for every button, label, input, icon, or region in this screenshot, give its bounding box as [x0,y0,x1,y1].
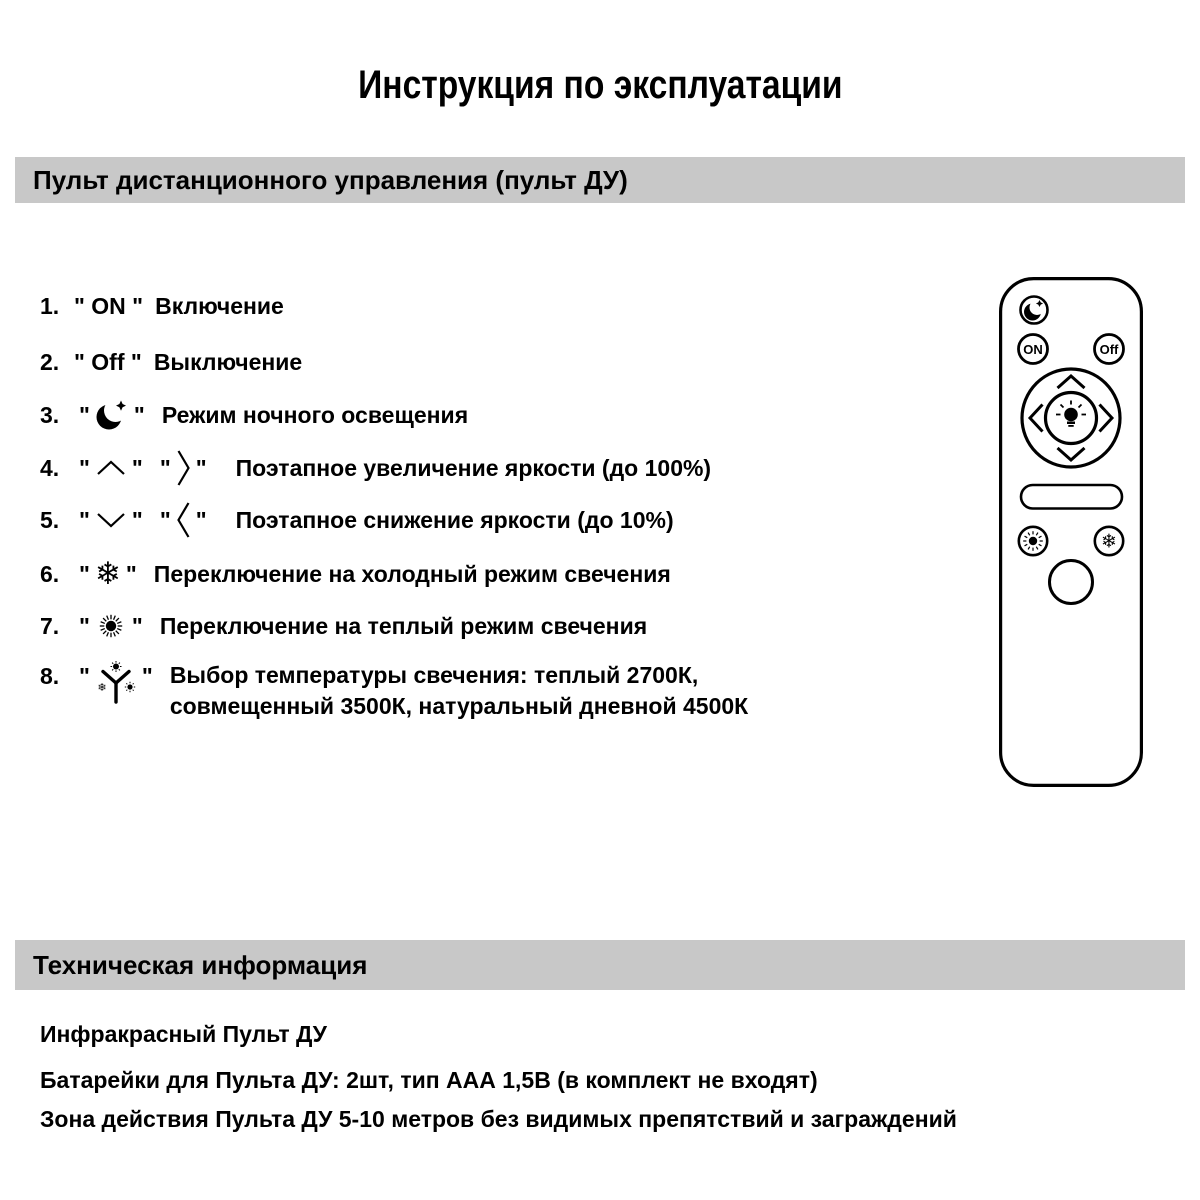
chevron-right-icon [176,448,191,488]
legend-item-brightness-down: 5. " " " " Поэтапное снижение яркости (до 10%) [40,502,674,538]
svg-text:ON: ON [1023,342,1043,357]
snowflake-icon: ❄ [1101,530,1117,553]
svg-text:Off: Off [1099,342,1119,357]
page-title: Инструкция по эксплуатации [357,63,843,107]
moon-icon [95,397,129,433]
section-header-tech [15,940,1185,990]
legend-item-brightness-up: 4. " " " " Поэтапное увеличение яркости (до 100%) [40,450,711,486]
section-header-tech-label: Техническая информация [33,949,368,980]
tech-line-batteries: Батарейки для Пульта ДУ: 2шт, тип ААА 1,5В (в комплект не входят) [40,1067,818,1093]
legend-item-cold-mode: 6. " ❄ " Переключение на холодный режим свечения [40,555,671,592]
legend-item-night-mode: 3. " " Режим ночного освещения [40,397,468,433]
temperature-select-icon [95,660,137,706]
off-symbol: " Off " [74,348,142,375]
legend-item-off: 2. " Off " Выключение [40,348,303,375]
section-header-remote [15,157,1185,203]
snowflake-icon: ❄ [94,555,121,592]
tech-line-range: Зона действия Пульта ДУ 5-10 метров без видимых препятствий и заграждений [40,1106,957,1132]
on-symbol: " ON " [74,292,144,319]
legend-item-warm-mode: 7. " " Переключение на теплый режим свечения [40,608,647,644]
legend-item-on: 1. " ON " Включение [40,292,284,319]
legend-item-temp-select: 8. " ❄ " Выбор температуры свечения: теплый 2700К, совмещенный 3500К, натуральный дневной 4500К [40,660,748,722]
tech-line-remote-type: Инфракрасный Пульт ДУ [40,1021,327,1047]
sun-icon [95,610,127,642]
chevron-left-icon [176,500,191,540]
chevron-up-icon [95,459,127,477]
remote-control-illustration [999,277,1143,787]
temp-select-description: Выбор температуры свечения: теплый 2700К, совмещенный 3500К, натуральный дневной 4500К [169,662,749,719]
chevron-down-icon [95,511,127,529]
mini-snowflake-icon: ❄ [97,681,107,694]
section-header-remote-label: Пульт дистанционного управления (пульт ДУ) [33,164,628,195]
